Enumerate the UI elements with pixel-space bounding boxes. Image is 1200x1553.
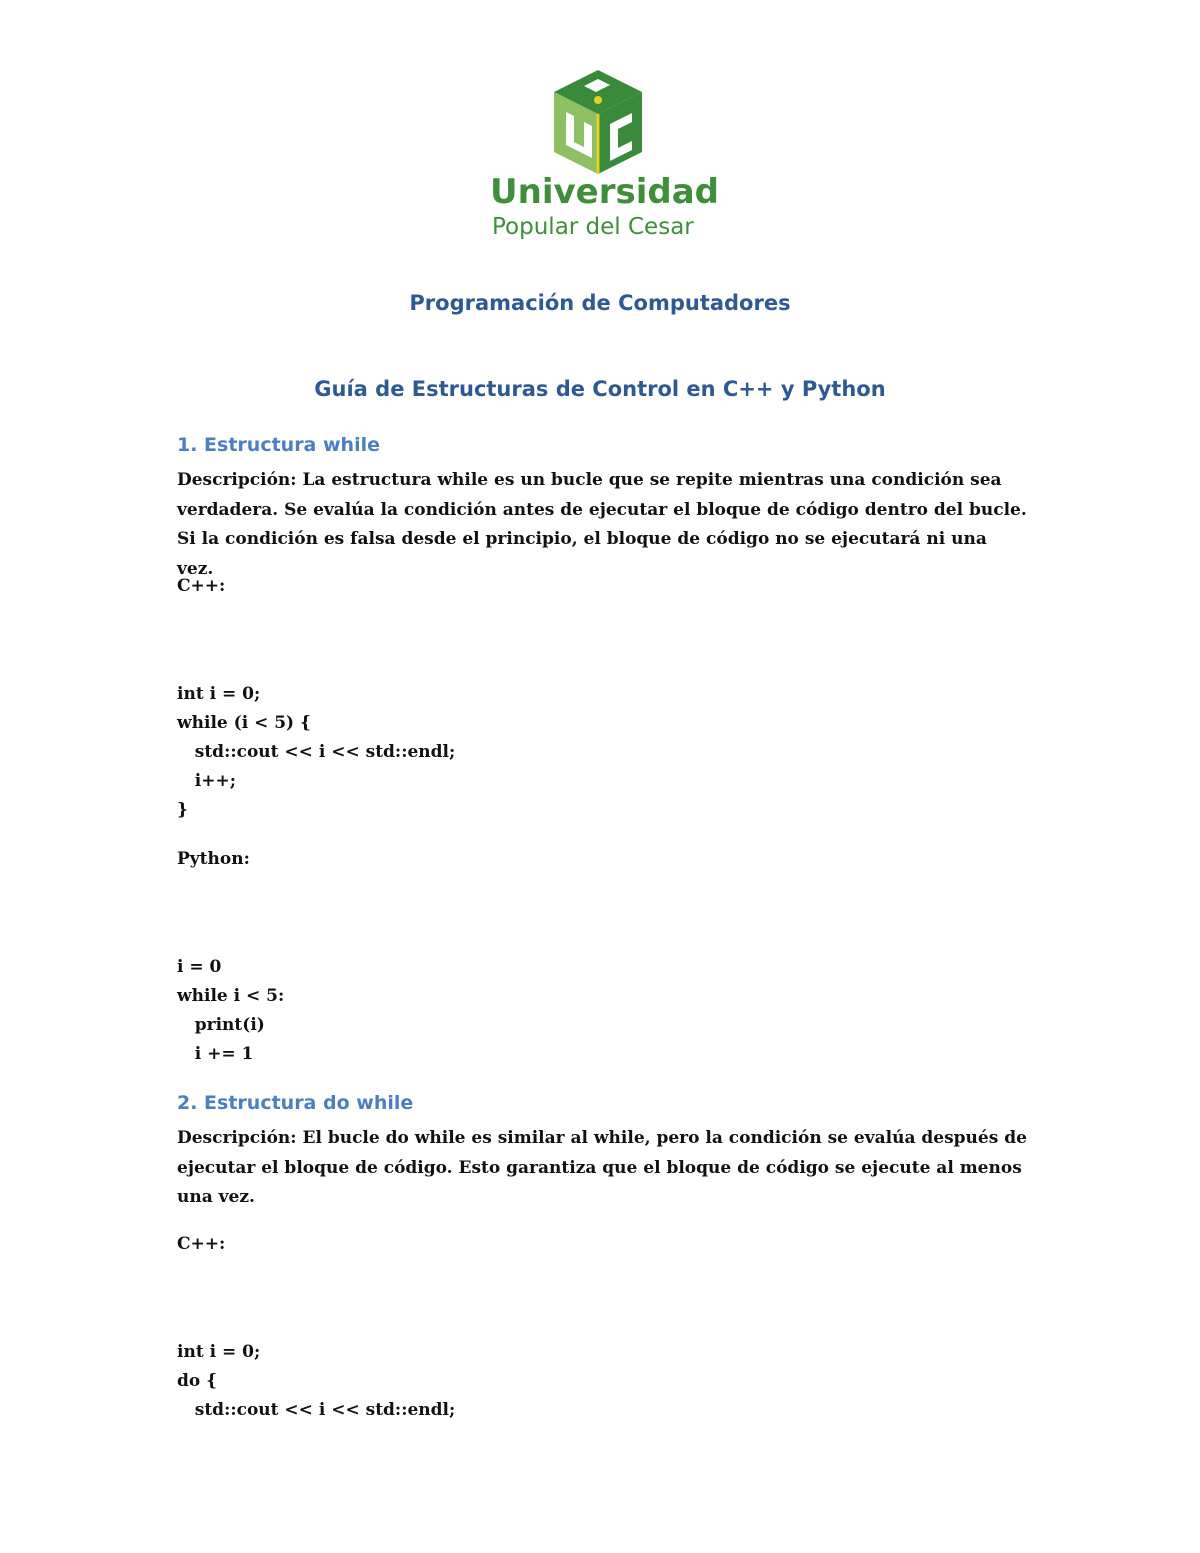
code-line: int i = 0;: [177, 684, 261, 704]
code-line: std::cout << i << std::endl;: [177, 1400, 456, 1420]
section-description-while: Descripción: La estructura while es un bucle que se repite mientras una condición sea verdadera. Se evalúa la condición antes de ejecutar el bloque de código dentro del bucle. Si la condición es falsa desde el principio, el bloque de código no se ejecutará ni una vez.: [177, 470, 1027, 579]
guide-title: Guía de Estructuras de Control en C++ y Python: [314, 377, 886, 401]
code-line: do {: [177, 1371, 218, 1391]
cpp-code-do-while: [177, 1309, 455, 1483]
code-line: int i = 0;: [177, 1342, 261, 1362]
section-heading-do-while: 2. Estructura do while: [177, 1092, 414, 1114]
code-line: std::cout << i << std::endl;: [177, 742, 456, 762]
course-title: Programación de Computadores: [409, 291, 791, 315]
university-logo: [486, 66, 719, 246]
code-line: i++;: [177, 771, 236, 791]
cpp-label-while: C++:: [177, 576, 226, 596]
logo-name-line2: Popular del Cesar: [492, 214, 694, 240]
code-line: }: [177, 800, 188, 820]
code-line: while i < 5:: [177, 986, 285, 1006]
section-description-do-while: Descripción: El bucle do while es similar al while, pero la condición se evalúa después de ejecutar el bloque de código. Esto garantiza que el bloque de código se ejecute al menos una vez.: [177, 1128, 1027, 1207]
code-line: print(i): [177, 1015, 265, 1035]
code-line: while (i < 5) {: [177, 713, 311, 733]
python-label-while: Python:: [177, 849, 250, 869]
code-line: i += 1: [177, 1044, 254, 1064]
section-heading-while: 1. Estructura while: [177, 434, 380, 456]
logo-name-line1: Universidad: [490, 172, 719, 212]
cpp-label-do-while: C++:: [177, 1234, 226, 1254]
logo-cube-icon: [548, 66, 648, 178]
code-line: i = 0: [177, 957, 222, 977]
